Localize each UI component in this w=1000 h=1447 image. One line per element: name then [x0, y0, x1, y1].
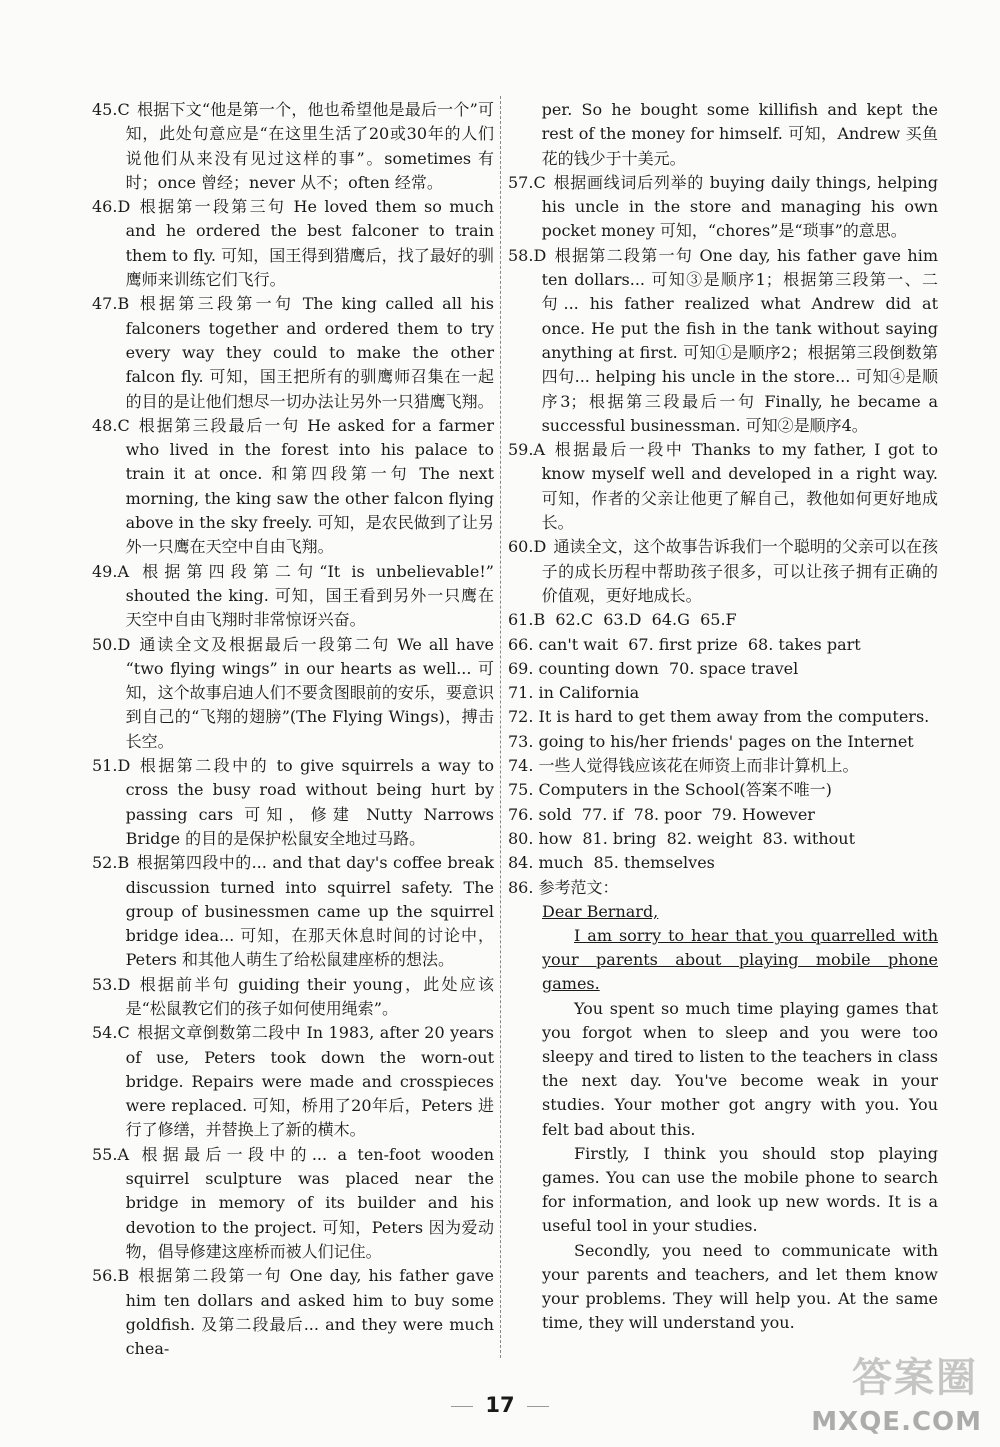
page-number: 17: [485, 1393, 515, 1417]
essay-salutation: Dear Bernard,: [542, 901, 659, 921]
short-answer-line: 80. how 81. bring 82. weight 83. without: [508, 828, 855, 848]
watermark-domain: MXQE.COM: [811, 1407, 982, 1437]
answer-item: 51.D 根据第二段中的 to give squirrels a way to cross the busy road without being hurt by passing cars 可知，修建 Nutty Narrows Bridge 的目的是保护松鼠安全地过马路。: [92, 756, 494, 848]
right-column: [508, 98, 938, 1335]
short-answer-line: 72. It is hard to get them away from the computers.: [508, 707, 930, 727]
answer-item: 57.C 根据画线词后列举的 buying daily things, helping his uncle in the store and managing his own pocket money 可知，“chores”是“琐事”的意思。: [508, 172, 938, 241]
short-answer-line: 61.B 62.C 63.D 64.G 65.F: [508, 610, 737, 630]
answer-item: 52.B 根据第四段中的... and that day's coffee break discussion turned into squirrel safety. The group of businessmen came up the squirrel bridge idea... 可知，在那天休息时间的讨论中，Peters 和其他人萌生了给松鼠建座桥的想法。: [92, 853, 494, 970]
answer-item: 48.C 根据第三段最后一句 He asked for a farmer who lived in the forest into his palace to train it at once. 和第四段第一句 The next morning, the king saw the other falcon flying above in the sky freely. 可知，是农民做到了让另外一只鹰在天空中自由飞翔。: [92, 415, 494, 557]
answer-continuation: per. So he bought some killifish and kept the rest of the money for himself. 可知，Andrew 买鱼花的钱少于十美元。: [541, 100, 938, 168]
essay-paragraph: Firstly, I think you should stop playing games. You can use the mobile phone to search for information, and look up new words. It is a useful tool in your studies.: [542, 1143, 938, 1236]
left-column: [92, 98, 494, 1361]
answer-item: 54.C 根据文章倒数第二段中 In 1983, after 20 years of use, Peters took down the worn-out bridge. Repairs were made and crosspieces were replaced. 可知，桥用了20年后，Peters 进行了修缮，并替换上了新的横木。: [92, 1023, 494, 1140]
answer-item: 60.D 通读全文，这个故事告诉我们一个聪明的父亲可以在孩子的成长历程中帮助孩子很多，可以让孩子拥有正确的价值观，更好地成长。: [508, 537, 938, 605]
answer-item: 56.B 根据第二段第一句 One day, his father gave him ten dollars and asked him to buy some goldfish. 及第二段最后... and they were much chea-: [92, 1266, 494, 1359]
sample-essay: [508, 900, 938, 1336]
essay-paragraph: Secondly, you need to communicate with your parents and teachers, and let them know your problems. They will help you. At the same time, they will understand you.: [542, 1240, 938, 1333]
answer-item: 45.C 根据下文“他是第一个，他也希望他是最后一个”可知，此处句意应是“在这里生活了20或30年的人们说他们从来没有见过这样的事”。sometimes 有时；once 曾经；never 从不；often 经常。: [92, 100, 494, 192]
short-answer-line: 74. 一些人觉得钱应该花在师资上而非计算机上。: [508, 756, 859, 776]
short-answer-line: 71. in California: [508, 683, 640, 703]
short-answer-line: 73. going to his/her friends' pages on the Internet: [508, 731, 914, 751]
short-answer-line: 75. Computers in the School(答案不唯一): [508, 780, 832, 800]
answer-item: 55.A 根据最后一段中的... a ten-foot wooden squirrel sculpture was placed near the bridge in memory of its builder and his devotion to the project. 可知，Peters 因为爱动物，倡导修建这座桥而被人们记住。: [92, 1144, 494, 1261]
watermark-logo: [762, 1347, 982, 1437]
essay-opening: I am sorry to hear that you quarrelled with your parents about playing mobile phone games.: [542, 926, 938, 994]
essay-heading: 86. 参考范文：: [508, 877, 619, 897]
short-answer-line: 66. can't wait 67. first prize 68. takes part: [508, 634, 861, 654]
answer-item: 59.A 根据最后一段中 Thanks to my father, I got to know myself well and developed in a right way. 可知，作者的父亲让他更了解自己，教他如何更好地成长。: [508, 440, 938, 533]
answer-item: 49.A 根据第四段第二句“It is unbelievable!” shouted the king. 可知，国王看到另外一只鹰在天空中自由飞翔时非常惊讶兴奋。: [92, 561, 494, 630]
answer-item: 58.D 根据第二段第一句 One day, his father gave him ten dollars... 可知③是顺序1；根据第三段第一、二句... his father realized what Andrew did at once. He put the fish in the tank without saying anything at first. 可知①是顺序2；根据第三段倒数第四句... helping his uncle in the store... 可知④是顺序3；根据第三段最后一句 Finally, he became a successful businessman. 可知②是顺序4。: [508, 245, 938, 435]
answer-item: 46.D 根据第一段第三句 He loved them so much and he ordered the best falconer to train them to fly. 可知，国王得到猎鹰后，找了最好的驯鹰师来训练它们飞行。: [92, 197, 494, 290]
watermark-chinese: 答案圈: [852, 1355, 978, 1401]
answer-item: 47.B 根据第三段第一句 The king called all his falconers together and ordered them to try every way they could to make the other falcon fly. 可知，国王把所有的驯鹰师召集在一起的目的是让他们想尽一切办法让另外一只猎鹰飞翔。: [92, 294, 494, 411]
answer-item: 50.D 通读全文及根据最后一段第二句 We all have “two flying wings” in our hearts as well... 可知，这个故事启迪人们不要贪图眼前的安乐，要意识到自己的“飞翔的翅膀”(The Flying Wings)，搏击长空。: [92, 634, 494, 751]
column-divider: [500, 96, 501, 1358]
short-answer-line: 69. counting down 70. space travel: [508, 658, 799, 678]
short-answer-line: 76. sold 77. if 78. poor 79. However: [508, 804, 815, 824]
essay-paragraph: You spent so much time playing games that you forgot when to sleep and you were too sleepy and tired to listen to the teachers in class the next day. You've become weak in your studies. Your mother got angry with you. You felt bad about this.: [542, 998, 938, 1139]
short-answer-line: 84. much 85. themselves: [508, 853, 715, 873]
answer-item: 53.D 根据前半句 guiding their young，此处应该是“松鼠教它们的孩子如何使用绳索”。: [92, 974, 494, 1018]
